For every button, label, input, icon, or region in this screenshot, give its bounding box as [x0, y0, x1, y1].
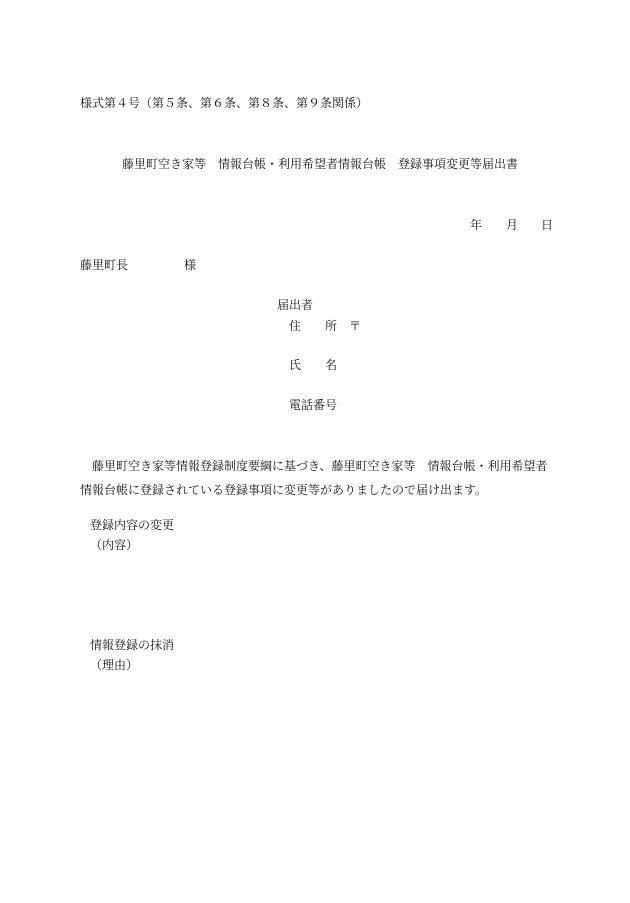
addressee-honorific: 様: [184, 258, 197, 272]
form-number: 様式第４号（第５条、第６条、第８条、第９条関係）: [80, 96, 369, 110]
applicant-heading: 届出者: [277, 298, 314, 312]
section-deletion-subheading: （理由）: [90, 658, 139, 672]
phone-label: 電話番号: [289, 398, 338, 412]
section-change-subheading: （内容）: [90, 538, 139, 552]
section-change-heading: 登録内容の変更: [90, 518, 175, 532]
document-title: 藤里町空き家等 情報台帳・利用希望者情報台帳 登録事項変更等届出書: [122, 157, 519, 171]
date-day: 日: [541, 218, 554, 232]
date-month: 月: [506, 218, 519, 232]
name-label: 氏 名: [289, 358, 338, 372]
section-deletion-heading: 情報登録の抹消: [90, 638, 175, 652]
date-year: 年: [470, 218, 483, 232]
addressee-name: 藤里町長: [80, 258, 129, 272]
body-paragraph: 藤里町空き家等情報登録制度要綱に基づき、藤里町空き家等 情報台帳・利用希望者情報台帳に登録されている登録事項に変更等がありましたので届け出ます。: [80, 459, 548, 497]
address-label: 住 所: [289, 319, 338, 333]
postal-mark: 〒: [349, 319, 362, 333]
